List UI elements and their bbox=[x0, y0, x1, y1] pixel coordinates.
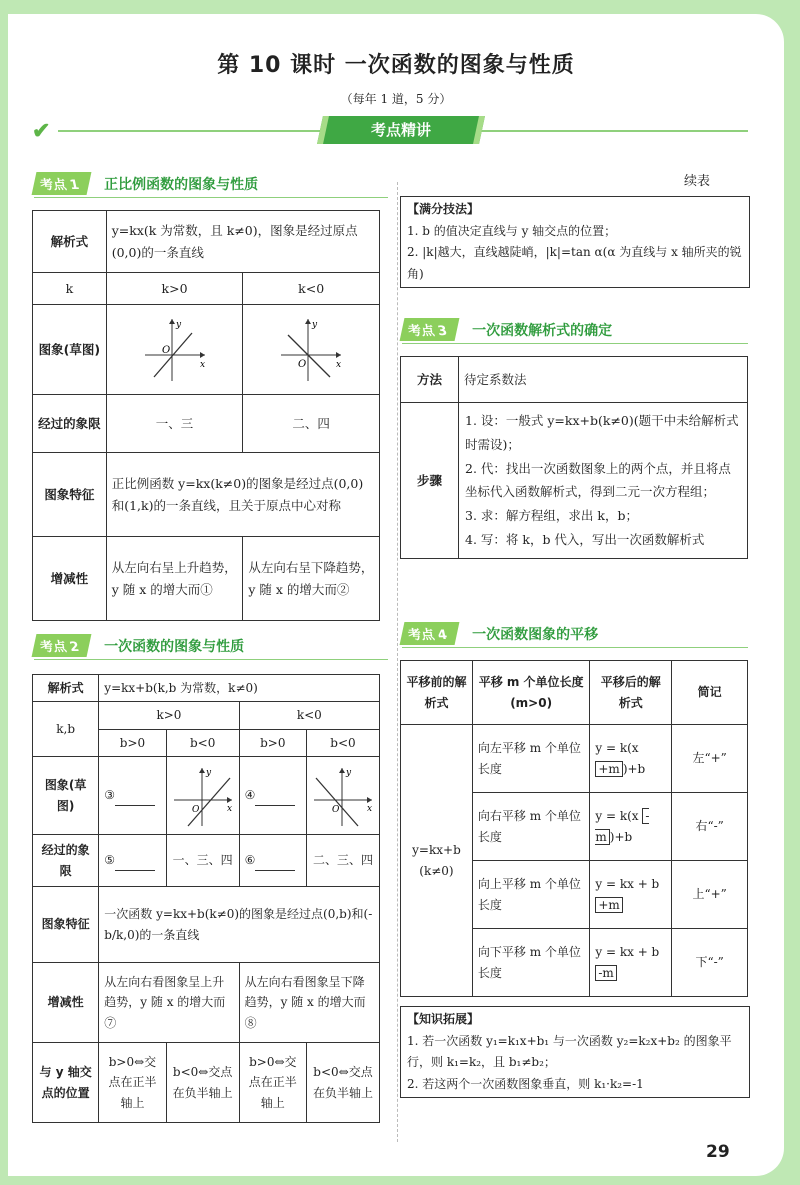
svg-text:O: O bbox=[298, 358, 307, 370]
cell: y=kx(k 为常数，且 k≠0)，图象是经过原点(0,0)的一条直线 bbox=[106, 211, 379, 273]
kp4-table bbox=[400, 660, 748, 997]
graph-k-pos-b-neg bbox=[166, 757, 239, 835]
cell: 下“-” bbox=[672, 929, 748, 997]
cell: 正比例函数 y=kx(k≠0)的图象是经过点(0,0)和(1,k)的一条直线，且关于原点中心对称 bbox=[106, 453, 379, 537]
svg-text:x: x bbox=[336, 359, 342, 370]
cell: y=kx+b (k≠0) bbox=[401, 725, 473, 997]
row-label: 步骤 bbox=[401, 403, 459, 559]
col-header: 平移前的解析式 bbox=[401, 661, 473, 725]
row-label: 经过的象限 bbox=[33, 395, 107, 453]
col-header: 平移后的解析式 bbox=[590, 661, 672, 725]
row-label: 与 y 轴交点的位置 bbox=[33, 1043, 99, 1123]
row-label: 增减性 bbox=[33, 963, 99, 1043]
cell: 向下平移 m 个单位长度 bbox=[472, 929, 589, 997]
cell: 向左平移 m 个单位长度 bbox=[472, 725, 589, 793]
cell: k>0 bbox=[106, 273, 243, 305]
section-banner: 考点精讲 bbox=[317, 116, 485, 144]
steps-cell: 1. 设：一般式 y=kx+b(k≠0)(题干中未给解析式时需设)； 2. 代：找出一次函数图象上的两个点，并且将点坐标代入函数解析式，得到二元一次方程组； 3. 求：解方程组，求出 k，b； 4. 写：将 k，b 代入，写出一次函数解析式 bbox=[459, 403, 748, 559]
row-label: 图象(草图) bbox=[33, 305, 107, 395]
graph-k-neg bbox=[243, 305, 380, 395]
cell: b>0 bbox=[99, 729, 166, 756]
svg-text:y: y bbox=[345, 767, 352, 778]
blank-6: ⑥ bbox=[239, 835, 306, 887]
cell: b<0⇔交点在负半轴上 bbox=[166, 1043, 239, 1123]
row-label: 方法 bbox=[401, 357, 459, 403]
cell: 从左向右呈下降趋势，y 随 x 的增大而② bbox=[243, 537, 380, 621]
cell: b<0⇔交点在负半轴上 bbox=[306, 1043, 379, 1123]
extension-box: 【知识拓展】 1. 若一次函数 y₁=k₁x+b₁ 与一次函数 y₂=k₂x+b₂ 的图象平行，则 k₁=k₂，且 b₁≠b₂； 2. 若这两个一次函数图象垂直，则 k₁·k₂=-1 bbox=[400, 1006, 750, 1098]
cell: 右“-” bbox=[672, 793, 748, 861]
cell: y = kx + b +m bbox=[590, 861, 672, 929]
row-label: 解析式 bbox=[33, 211, 107, 273]
page-title: 第 10 课时 一次函数的图象与性质 bbox=[217, 53, 575, 78]
cell: k>0 bbox=[99, 702, 239, 729]
row-label: k bbox=[33, 273, 107, 305]
svg-text:x: x bbox=[366, 803, 373, 814]
kp3-table bbox=[400, 356, 748, 559]
continued-label: 续表 bbox=[684, 174, 711, 189]
cell: y = kx + b -m bbox=[590, 929, 672, 997]
row-label: 图象(草图) bbox=[33, 757, 99, 835]
page bbox=[8, 14, 784, 1176]
cell: 向上平移 m 个单位长度 bbox=[472, 861, 589, 929]
kp2-heading: 考点2 一次函数的图象与性质 bbox=[34, 634, 388, 656]
kp1-table bbox=[32, 210, 380, 621]
cell: 从左向右看图象呈上升趋势，y 随 x 的增大而⑦ bbox=[99, 963, 239, 1043]
cell: 从左向右呈上升趋势，y 随 x 的增大而① bbox=[106, 537, 243, 621]
row-label: 增减性 bbox=[33, 537, 107, 621]
kp3-heading: 考点3 一次函数解析式的确定 bbox=[402, 318, 748, 340]
svg-text:O: O bbox=[331, 804, 340, 815]
kp4-heading: 考点4 一次函数图象的平移 bbox=[402, 622, 748, 644]
row-label: 解析式 bbox=[33, 675, 99, 702]
cell: 待定系数法 bbox=[459, 357, 748, 403]
cell: 一次函数 y=kx+b(k≠0)的图象是经过点(0,b)和(-b/k,0)的一条直线 bbox=[99, 887, 380, 963]
svg-text:y: y bbox=[175, 319, 181, 330]
check-icon: ✔ bbox=[32, 118, 51, 144]
svg-text:O: O bbox=[161, 344, 170, 356]
svg-text:O: O bbox=[191, 804, 200, 815]
column-divider bbox=[397, 182, 399, 1142]
row-label: 图象特征 bbox=[33, 453, 107, 537]
cell: y = k(x +m )+b bbox=[590, 725, 672, 793]
cell: k<0 bbox=[243, 273, 380, 305]
cell: b<0 bbox=[166, 729, 239, 756]
row-label: k,b bbox=[33, 702, 99, 757]
cell: 从左向右看图象呈下降趋势，y 随 x 的增大而⑧ bbox=[239, 963, 379, 1043]
kp2-table bbox=[32, 674, 380, 1123]
cell: 向右平移 m 个单位长度 bbox=[472, 793, 589, 861]
col-header: 平移 m 个单位长度(m>0) bbox=[472, 661, 589, 725]
col-header: 简记 bbox=[672, 661, 748, 725]
cell: b>0⇔交点在正半轴上 bbox=[99, 1043, 166, 1123]
svg-text:x: x bbox=[226, 803, 232, 814]
cell: b>0⇔交点在正半轴上 bbox=[239, 1043, 306, 1123]
page-number: 29 bbox=[706, 1142, 730, 1162]
cell: y=kx+b(k,b 为常数，k≠0) bbox=[99, 675, 380, 702]
cell: k<0 bbox=[239, 702, 379, 729]
kp1-heading: 考点1 正比例函数的图象与性质 bbox=[34, 172, 388, 194]
svg-text:x: x bbox=[199, 359, 205, 370]
cell: b<0 bbox=[306, 729, 379, 756]
cell: 二、三、四 bbox=[306, 835, 379, 887]
cell: y = k(x -m )+b bbox=[590, 793, 672, 861]
graph-k-pos bbox=[106, 305, 243, 395]
cell: 一、三、四 bbox=[166, 835, 239, 887]
cell: 一、三 bbox=[106, 395, 243, 453]
cell: 二、四 bbox=[243, 395, 380, 453]
row-label: 经过的象限 bbox=[33, 835, 99, 887]
blank-3: ③ bbox=[99, 757, 166, 835]
row-label: 图象特征 bbox=[33, 887, 99, 963]
cell: 左“+” bbox=[672, 725, 748, 793]
cell: 上“+” bbox=[672, 861, 748, 929]
cell: b>0 bbox=[239, 729, 306, 756]
svg-text:y: y bbox=[312, 319, 318, 330]
graph-k-neg-b-neg bbox=[306, 757, 379, 835]
blank-5: ⑤ bbox=[99, 835, 166, 887]
tip-box: 【满分技法】 1. b 的值决定直线与 y 轴交点的位置； 2. |k|越大，直线越陡峭，|k|=tan α(α 为直线与 x 轴所夹的锐角) bbox=[400, 196, 750, 288]
page-subtitle: （每年 1 道，5 分） bbox=[340, 92, 452, 106]
svg-text:y: y bbox=[205, 767, 211, 778]
blank-4: ④ bbox=[239, 757, 306, 835]
